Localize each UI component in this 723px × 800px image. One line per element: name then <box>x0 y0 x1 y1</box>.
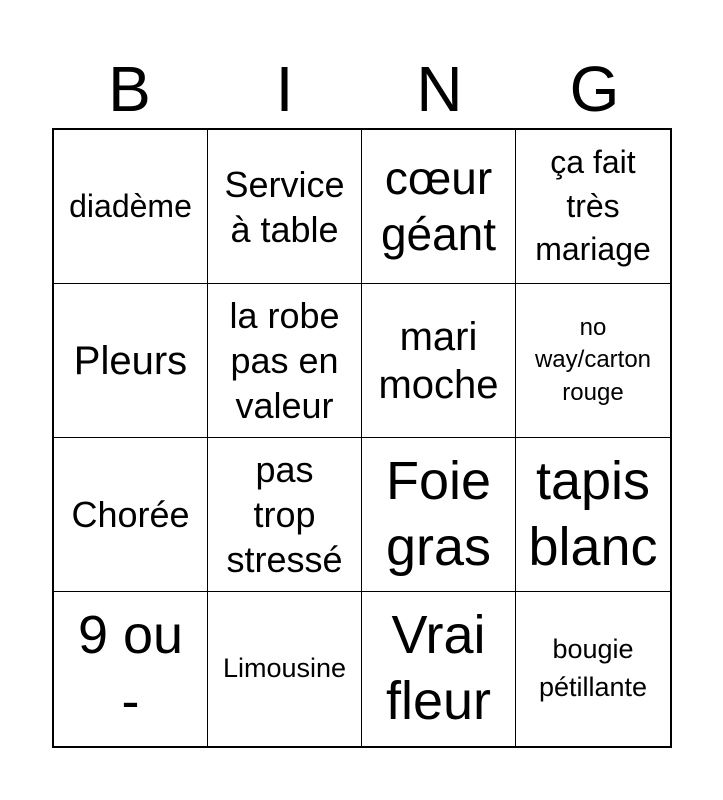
bingo-cell-text: Pleurs <box>73 338 188 383</box>
bingo-cell[interactable] <box>516 438 670 592</box>
header-letter-g: G <box>569 53 620 125</box>
bingo-cell[interactable] <box>516 592 670 746</box>
bingo-cell-text: la robe pas en valeur <box>229 295 340 426</box>
bingo-cell-text: Service à table <box>224 163 345 250</box>
header-letter-n: N <box>416 53 463 125</box>
bingo-cell[interactable] <box>516 284 670 438</box>
bingo-cell[interactable] <box>362 130 516 284</box>
bingo-header <box>52 50 672 128</box>
bingo-cell-text: 9 ou - <box>77 605 184 731</box>
bingo-cell-text: Foie gras <box>385 450 492 577</box>
header-letter-b: B <box>108 53 151 125</box>
bingo-cell-text: Limousine <box>222 653 347 684</box>
bingo-cell[interactable] <box>362 284 516 438</box>
bingo-cell-text: ça fait très mariage <box>535 144 651 268</box>
bingo-cell[interactable] <box>516 130 670 284</box>
bingo-cell[interactable] <box>208 592 362 746</box>
bingo-cell-text: pas trop stressé <box>226 449 343 580</box>
bingo-cell-text: tapis blanc <box>528 450 658 577</box>
bingo-cell[interactable] <box>54 284 208 438</box>
bingo-cell-text: Chorée <box>71 494 190 535</box>
bingo-cell-text: bougie pétillante <box>538 634 648 702</box>
bingo-cell[interactable] <box>362 438 516 592</box>
bingo-cell[interactable] <box>54 592 208 746</box>
bingo-cell-text: mari moche <box>378 314 499 407</box>
bingo-cell[interactable] <box>208 130 362 284</box>
bingo-cell[interactable] <box>54 438 208 592</box>
bingo-cell[interactable] <box>362 592 516 746</box>
bingo-cell[interactable] <box>208 438 362 592</box>
bingo-cell[interactable] <box>54 130 208 284</box>
bingo-cell[interactable] <box>208 284 362 438</box>
bingo-cell-text: Vrai fleur <box>385 605 492 731</box>
bingo-cell-text: no way/carton rouge <box>534 313 652 406</box>
bingo-cell-text: diadème <box>69 187 192 224</box>
bingo-card-grid <box>52 128 672 748</box>
bingo-cell-text: cœur géant <box>380 152 497 260</box>
header-letter-i: I <box>275 53 294 125</box>
